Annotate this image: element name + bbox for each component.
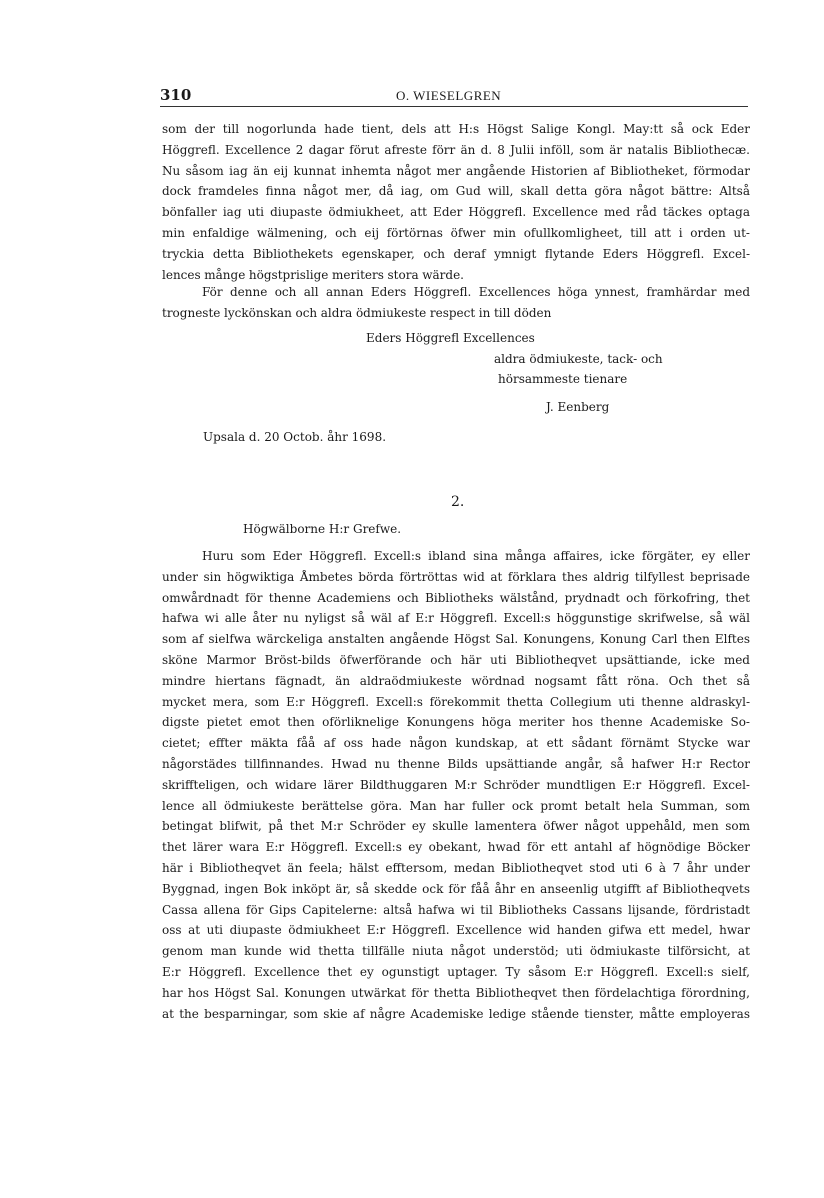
closing-line-2: aldra ödmiukeste, tack- och (494, 352, 663, 366)
text-line: någorstädes tillfinnandes. Hwad nu thenne Bilds upsättiande angår, så hafwer H:r Rector (162, 756, 750, 771)
text-line: För denne och all annan Eders Höggrefl. Excellences höga ynnest, framhärdar med (202, 285, 750, 299)
text-line: skriffteligen, och widare lärer Bildthuggaren M:r Schröder mundtligen E:r Höggrefl. Excel- (162, 777, 750, 792)
text-line: trogneste lyckönskan och aldra ödmiukeste respect in till döden (162, 305, 552, 320)
text-line: under sin högwiktiga Åmbetes börda förtröttas wid at förklara thes aldrig tilfyllest beprisade (162, 569, 750, 584)
salutation: Högwälborne H:r Grefwe. (243, 522, 402, 536)
text-line: Nu såsom iag än eij kunnat inhemta något mer angående Historien af Bibliotheket, förmodar (162, 163, 750, 178)
text-line: dock framdeles finna något mer, då iag, om Gud will, skall detta göra något bättre: Altså (162, 184, 750, 199)
signature: J. Eenberg (546, 400, 610, 414)
closing-line-1: Eders Höggrefl Excellences (366, 331, 535, 345)
text-line: sköne Marmor Bröst-bilds öfwerförande och här uti Bibliotheqvet upsättiande, icke med (162, 652, 750, 667)
text-line: lence all ödmiukeste berättelse göra. Man har fuller ock promt betalt hela Summan, som (162, 798, 750, 813)
text-line: E:r Höggrefl. Excellence thet ey ogunstigt uptager. Ty såsom E:r Höggrefl. Excell:s sielf, (162, 964, 750, 979)
text-line: digste pietet emot then oförliknelige Konungens höga meriter hos thenne Academiske So- (162, 715, 750, 730)
text-line: oss at uti diupaste ödmiukheet E:r Höggrefl. Excellence wid handen gifwa ett medel, hwar (162, 923, 750, 938)
running-head: O. WIESELGREN (396, 88, 502, 103)
text-line: hafwa wi alle åter nu nyligst så wäl af E:r Höggrefl. Excell:s höggunstige skrifwelse, så wäl (162, 611, 750, 626)
text-line: lences månge högstprislige meriters stora wärde. (162, 267, 464, 282)
page-number: 310 (160, 86, 192, 104)
paragraph-2 (162, 282, 750, 324)
text-line: at the besparningar, som skie af någre Academiske ledige stående tienster, måtte employeras (162, 1006, 750, 1021)
text-line: Cassa allena för Gips Capitelerne: altså hafwa wi til Bibliotheks Cassans lijsande, fördristadt (162, 902, 750, 917)
text-line: mycket mera, som E:r Höggrefl. Excell:s förekommit thetta Collegium uti thenne aldraskyl- (162, 694, 750, 709)
text-line: som af sielfwa wärckeliga anstalten angående Högst Sal. Konungens, Konung Carl then Elftes (162, 632, 750, 647)
closing-line-3: hörsammeste tienare (498, 372, 628, 386)
text-line: genom man kunde wid thetta tillfälle niuta något understöd; uti ödmiukaste tilförsicht, at (162, 944, 750, 959)
header-rule (160, 106, 748, 107)
paragraph-3 (162, 546, 750, 1024)
text-line: tryckia detta Bibliothekets egenskaper, och deraf ymnigt flytande Eders Höggrefl. Excel- (162, 246, 750, 261)
text-line: här i Bibliotheqvet än feela; hälst efftersom, medan Bibliotheqvet stod uti 6 à 7 åhr under (162, 860, 750, 875)
text-line: har hos Högst Sal. Konungen utwärkat för thetta Bibliotheqvet then fördelachtiga förordning, (162, 985, 750, 1000)
place-date: Upsala d. 20 Octob. åhr 1698. (203, 430, 387, 444)
text-line: mindre hiertans fägnadt, än aldraödmiukeste wördnad nogsamt fått röna. Och thet så (162, 673, 750, 688)
page-header (160, 86, 748, 108)
text-line: thet lärer wara E:r Höggrefl. Excell:s ey obekant, hwad för ett antahl af högnödige Böcker (162, 840, 750, 855)
text-line: Huru som Eder Höggrefl. Excell:s ibland sina många affaires, icke förgäter, ey eller (202, 549, 750, 563)
text-line: cietet; effter mäkta fåå af oss hade någon kundskap, at ett sådant förnämt Stycke war (162, 736, 750, 751)
text-line: som der till nogorlunda hade tient, dels att H:s Högst Salige Kongl. May:tt så ock Eder (162, 122, 750, 136)
paragraph-1 (162, 119, 750, 285)
section-number: 2. (451, 494, 465, 510)
text-line: bönfaller iag uti diupaste ödmiukheet, att Eder Höggrefl. Excellence med råd täckes optaga (162, 205, 750, 220)
text-line: min enfaldige wälmening, och eij förtörnas öfwer min ofullkomligheet, till att i orden ut- (162, 225, 750, 240)
text-line: Höggrefl. Excellence 2 dagar förut afreste förr än d. 8 Julii inföll, som är natalis Bibliothecæ. (162, 142, 750, 157)
text-line: omwårdnadt för thenne Academiens och Bibliotheks wälstånd, prydnadt och förkofring, thet (162, 590, 750, 605)
text-line: betingat blifwit, på thet M:r Schröder ey skulle lamentera öfwer något uppehåld, men som (162, 819, 750, 834)
text-line: Byggnad, ingen Bok inköpt är, så skedde ock för fåå åhr en anseenlig utgifft af Bibliotheqvets (162, 881, 750, 896)
